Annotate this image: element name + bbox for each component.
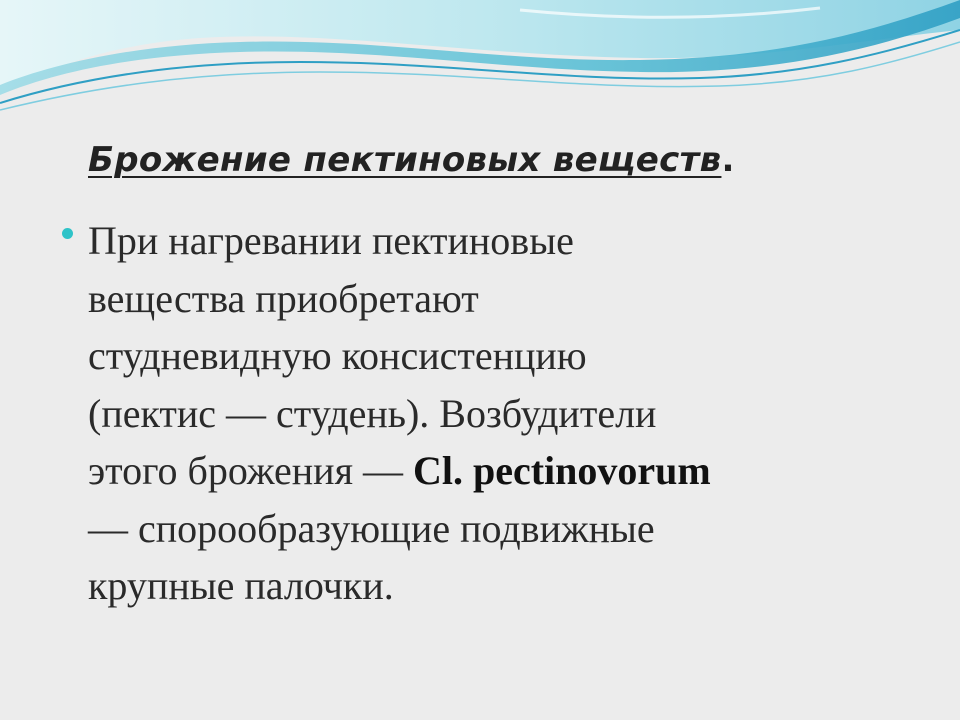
header-wave-decoration <box>0 0 960 140</box>
organism-name: Cl. pectinovorum <box>412 448 711 493</box>
bullet-line: — спорообразующие подвижные <box>88 505 655 551</box>
bullet-line-prefix: этого брожения — <box>88 448 413 493</box>
bullet-text <box>88 212 928 615</box>
bullet-line: (пектис — студень). Возбудители <box>88 390 657 436</box>
bullet-line: студневидную консистенцию <box>88 333 587 378</box>
bullet-line <box>88 442 928 500</box>
bullet-line: При нагревании пектиновые <box>88 218 574 263</box>
bullet-line: вещества приобретают <box>88 275 479 321</box>
slide-title <box>88 140 735 180</box>
bullet-dot-icon <box>62 228 73 239</box>
slide-title-text: Брожение пектиновых веществ <box>88 140 722 180</box>
slide-title-period: . <box>721 140 735 180</box>
bullet-line: крупные палочки. <box>88 563 394 608</box>
